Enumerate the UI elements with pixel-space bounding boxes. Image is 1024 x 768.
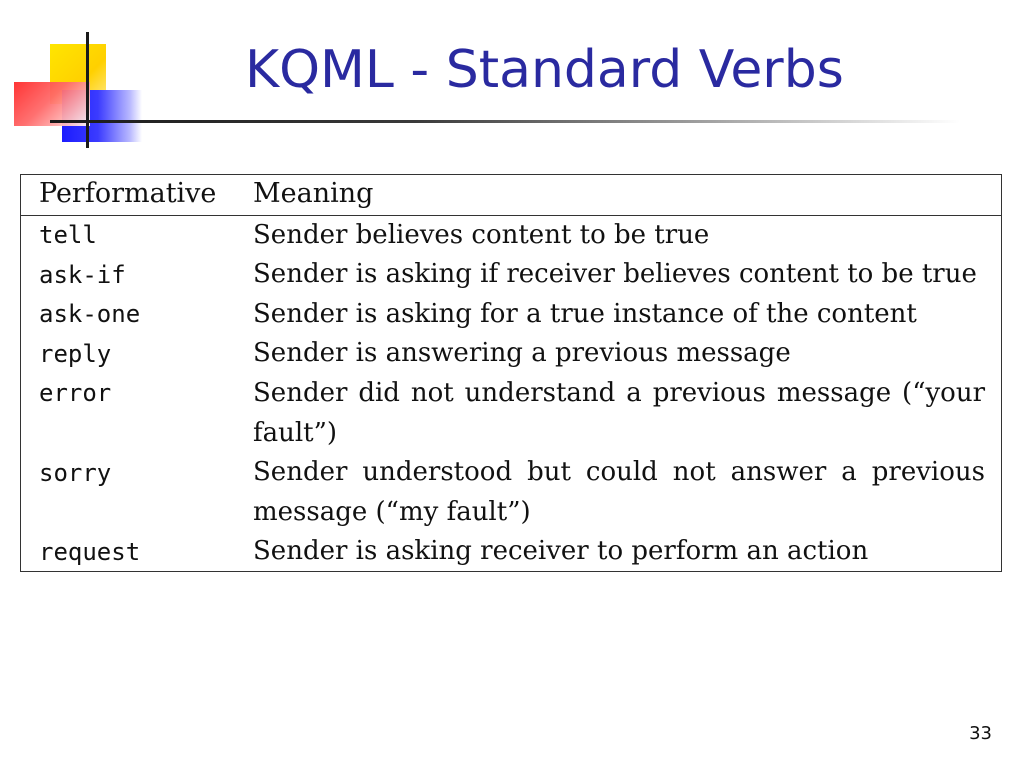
slide-title: KQML - Standard Verbs xyxy=(245,40,844,100)
row-tell-performative: tell xyxy=(39,221,97,249)
row-error-performative: error xyxy=(39,379,112,407)
row-sorry-meaning: Sender understood but could not answer a previous message (“my fault”) xyxy=(253,457,985,527)
row-tell-meaning: Sender believes content to be true xyxy=(253,220,710,250)
verbs-table xyxy=(20,174,1002,572)
row-reply-meaning: Sender is answering a previous message xyxy=(253,338,791,368)
row-reply-performative: reply xyxy=(39,340,112,368)
row-ask-one-meaning: Sender is asking for a true instance of the content xyxy=(253,299,917,329)
title-underline xyxy=(50,120,960,123)
row-request-performative: request xyxy=(39,538,141,566)
logo-vertical-line xyxy=(86,32,89,148)
row-ask-if-performative: ask-if xyxy=(39,261,126,289)
row-error-meaning: Sender did not understand a previous message (“your fault”) xyxy=(253,378,985,448)
page-number: 33 xyxy=(969,723,992,744)
row-ask-one-performative: ask-one xyxy=(39,300,141,328)
header-performative: Performative xyxy=(39,178,217,209)
row-sorry-performative: sorry xyxy=(39,459,112,487)
header-meaning: Meaning xyxy=(253,178,374,209)
slide-logo-decoration xyxy=(0,0,180,160)
row-request-meaning: Sender is asking receiver to perform an action xyxy=(253,536,869,566)
row-ask-if-meaning: Sender is asking if receiver believes content to be true xyxy=(253,259,977,289)
